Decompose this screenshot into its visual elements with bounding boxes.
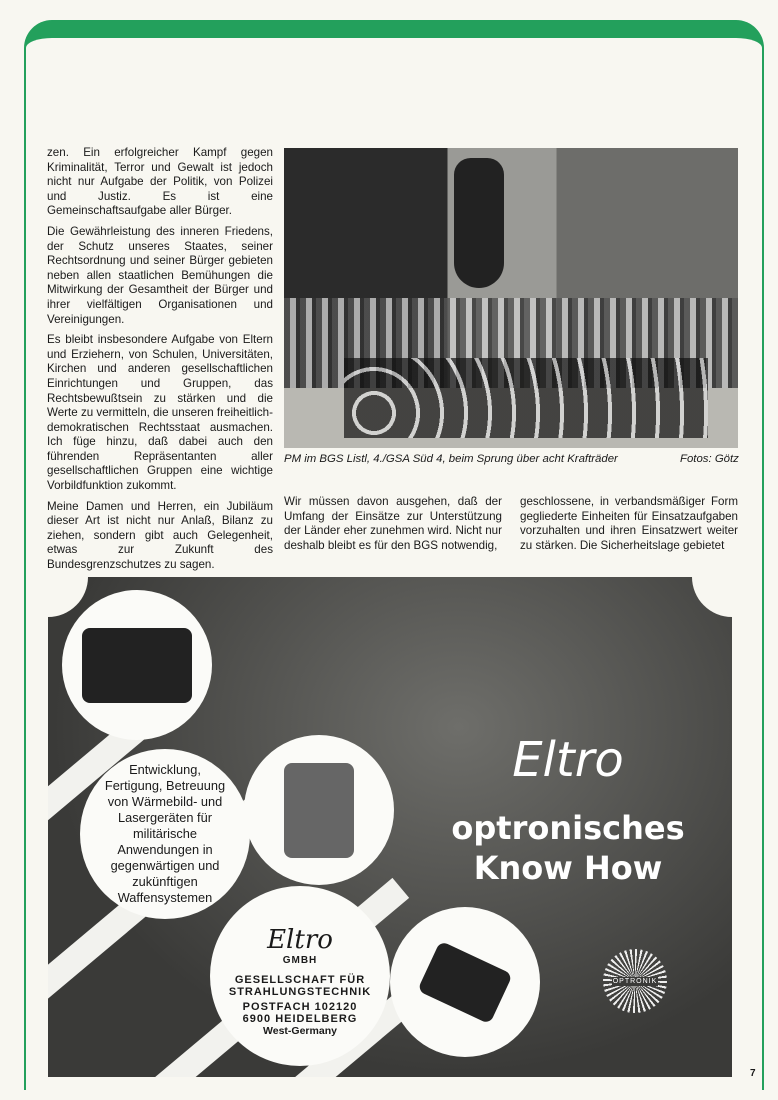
photo-credit: Fotos: Götz	[680, 453, 739, 465]
country: West-Germany	[263, 1025, 337, 1037]
city: 6900 HEIDELBERG	[242, 1013, 358, 1025]
company-name-line1: GESELLSCHAFT FÜR	[234, 974, 366, 986]
headline-line1: optronisches	[451, 809, 685, 847]
company-name-line2: STRAHLUNGSTECHNIK	[228, 986, 372, 998]
eltro-advertisement	[48, 577, 732, 1077]
laser-device-image	[244, 735, 394, 885]
eltro-logo: Eltro	[267, 925, 333, 955]
article-column-2	[284, 495, 502, 559]
paragraph: Es bleibt insbesondere Aufgabe von Eltern und Erziehern, von Schulen, Universitäten, Kirchen und anderen gesellschaftlichen Einrichtungen und Gruppen, das Rechtsbewußtsein zu stärken und die Werte zu vermitteln, die unseren freiheitlich-demokratischen Rechtsstaat ausmachen. Ich füge hinzu, daß dabei auch den führenden Repräsentanten aller gesellschaftlichen Gruppen eine wichtige Vorbildfunktion zukommt.	[47, 333, 273, 493]
paragraph: Meine Damen und Herren, ein Jubiläum dieser Art ist nicht nur Anlaß, Bilanz zu ziehen, sondern gibt auch Gelegenheit, etwas zur Zukunft des Bundesgrenzschutzes zu sagen.	[47, 499, 273, 572]
capabilities-text: Entwicklung, Fertigung, Betreuung von Wärmebild- und Lasergeräten für militärische Anwendungen in gegenwärtigen und zukünftigen Waffensystemen	[104, 762, 226, 905]
headline-line2: Know How	[473, 849, 663, 887]
motorcycle-jump-photo	[284, 148, 738, 448]
optronik-emblem	[603, 949, 667, 1013]
paragraph: geschlossene, in verbandsmäßiger Form gegliederte Einheiten für Einsatzaufgaben vorzuhalten und ihren Einsatzwert weiter zu stärken. Die Sicherheitslage gebietet	[520, 495, 738, 552]
emblem-text: OPTRONIK	[612, 977, 658, 985]
company-type: GMBH	[282, 955, 318, 966]
headline-brand: Eltro	[512, 732, 624, 788]
sight-device-image	[390, 907, 540, 1057]
postbox: POSTFACH 102120	[242, 1001, 358, 1013]
paragraph: Die Gewährleistung des inneren Friedens, der Schutz unseres Staates, seiner Rechtsordnung und seiner Bürger gebieten neben allen staatlichen Bemühungen die Mitwirkung der Gesamtheit der Bürger und ihrer vielfältigen Organisationen und Vereinigungen.	[47, 224, 273, 326]
page-number: 7	[750, 1068, 756, 1079]
paragraph: zen. Ein erfolgreicher Kampf gegen Kriminalität, Terror und Gewalt ist jedoch nicht nur Aufgabe der Politik, von Polizei und Justiz. Es ist eine Gemeinschaftsaufgabe aller Bürger.	[47, 146, 273, 218]
photo-caption: PM im BGS Listl, 4./GSA Süd 4, beim Sprung über acht Krafträder	[284, 453, 618, 465]
company-address-circle	[210, 886, 390, 1066]
paragraph: Wir müssen davon ausgehen, daß der Umfang der Einsätze zur Unterstützung der Länder eher zunehmen wird. Nicht nur deshalb bleibt es für den BGS notwendig,	[284, 495, 502, 552]
article-column-3	[520, 495, 738, 559]
thermal-camera-image	[62, 590, 212, 740]
article-column-1	[47, 146, 273, 579]
capabilities-circle	[80, 749, 250, 919]
